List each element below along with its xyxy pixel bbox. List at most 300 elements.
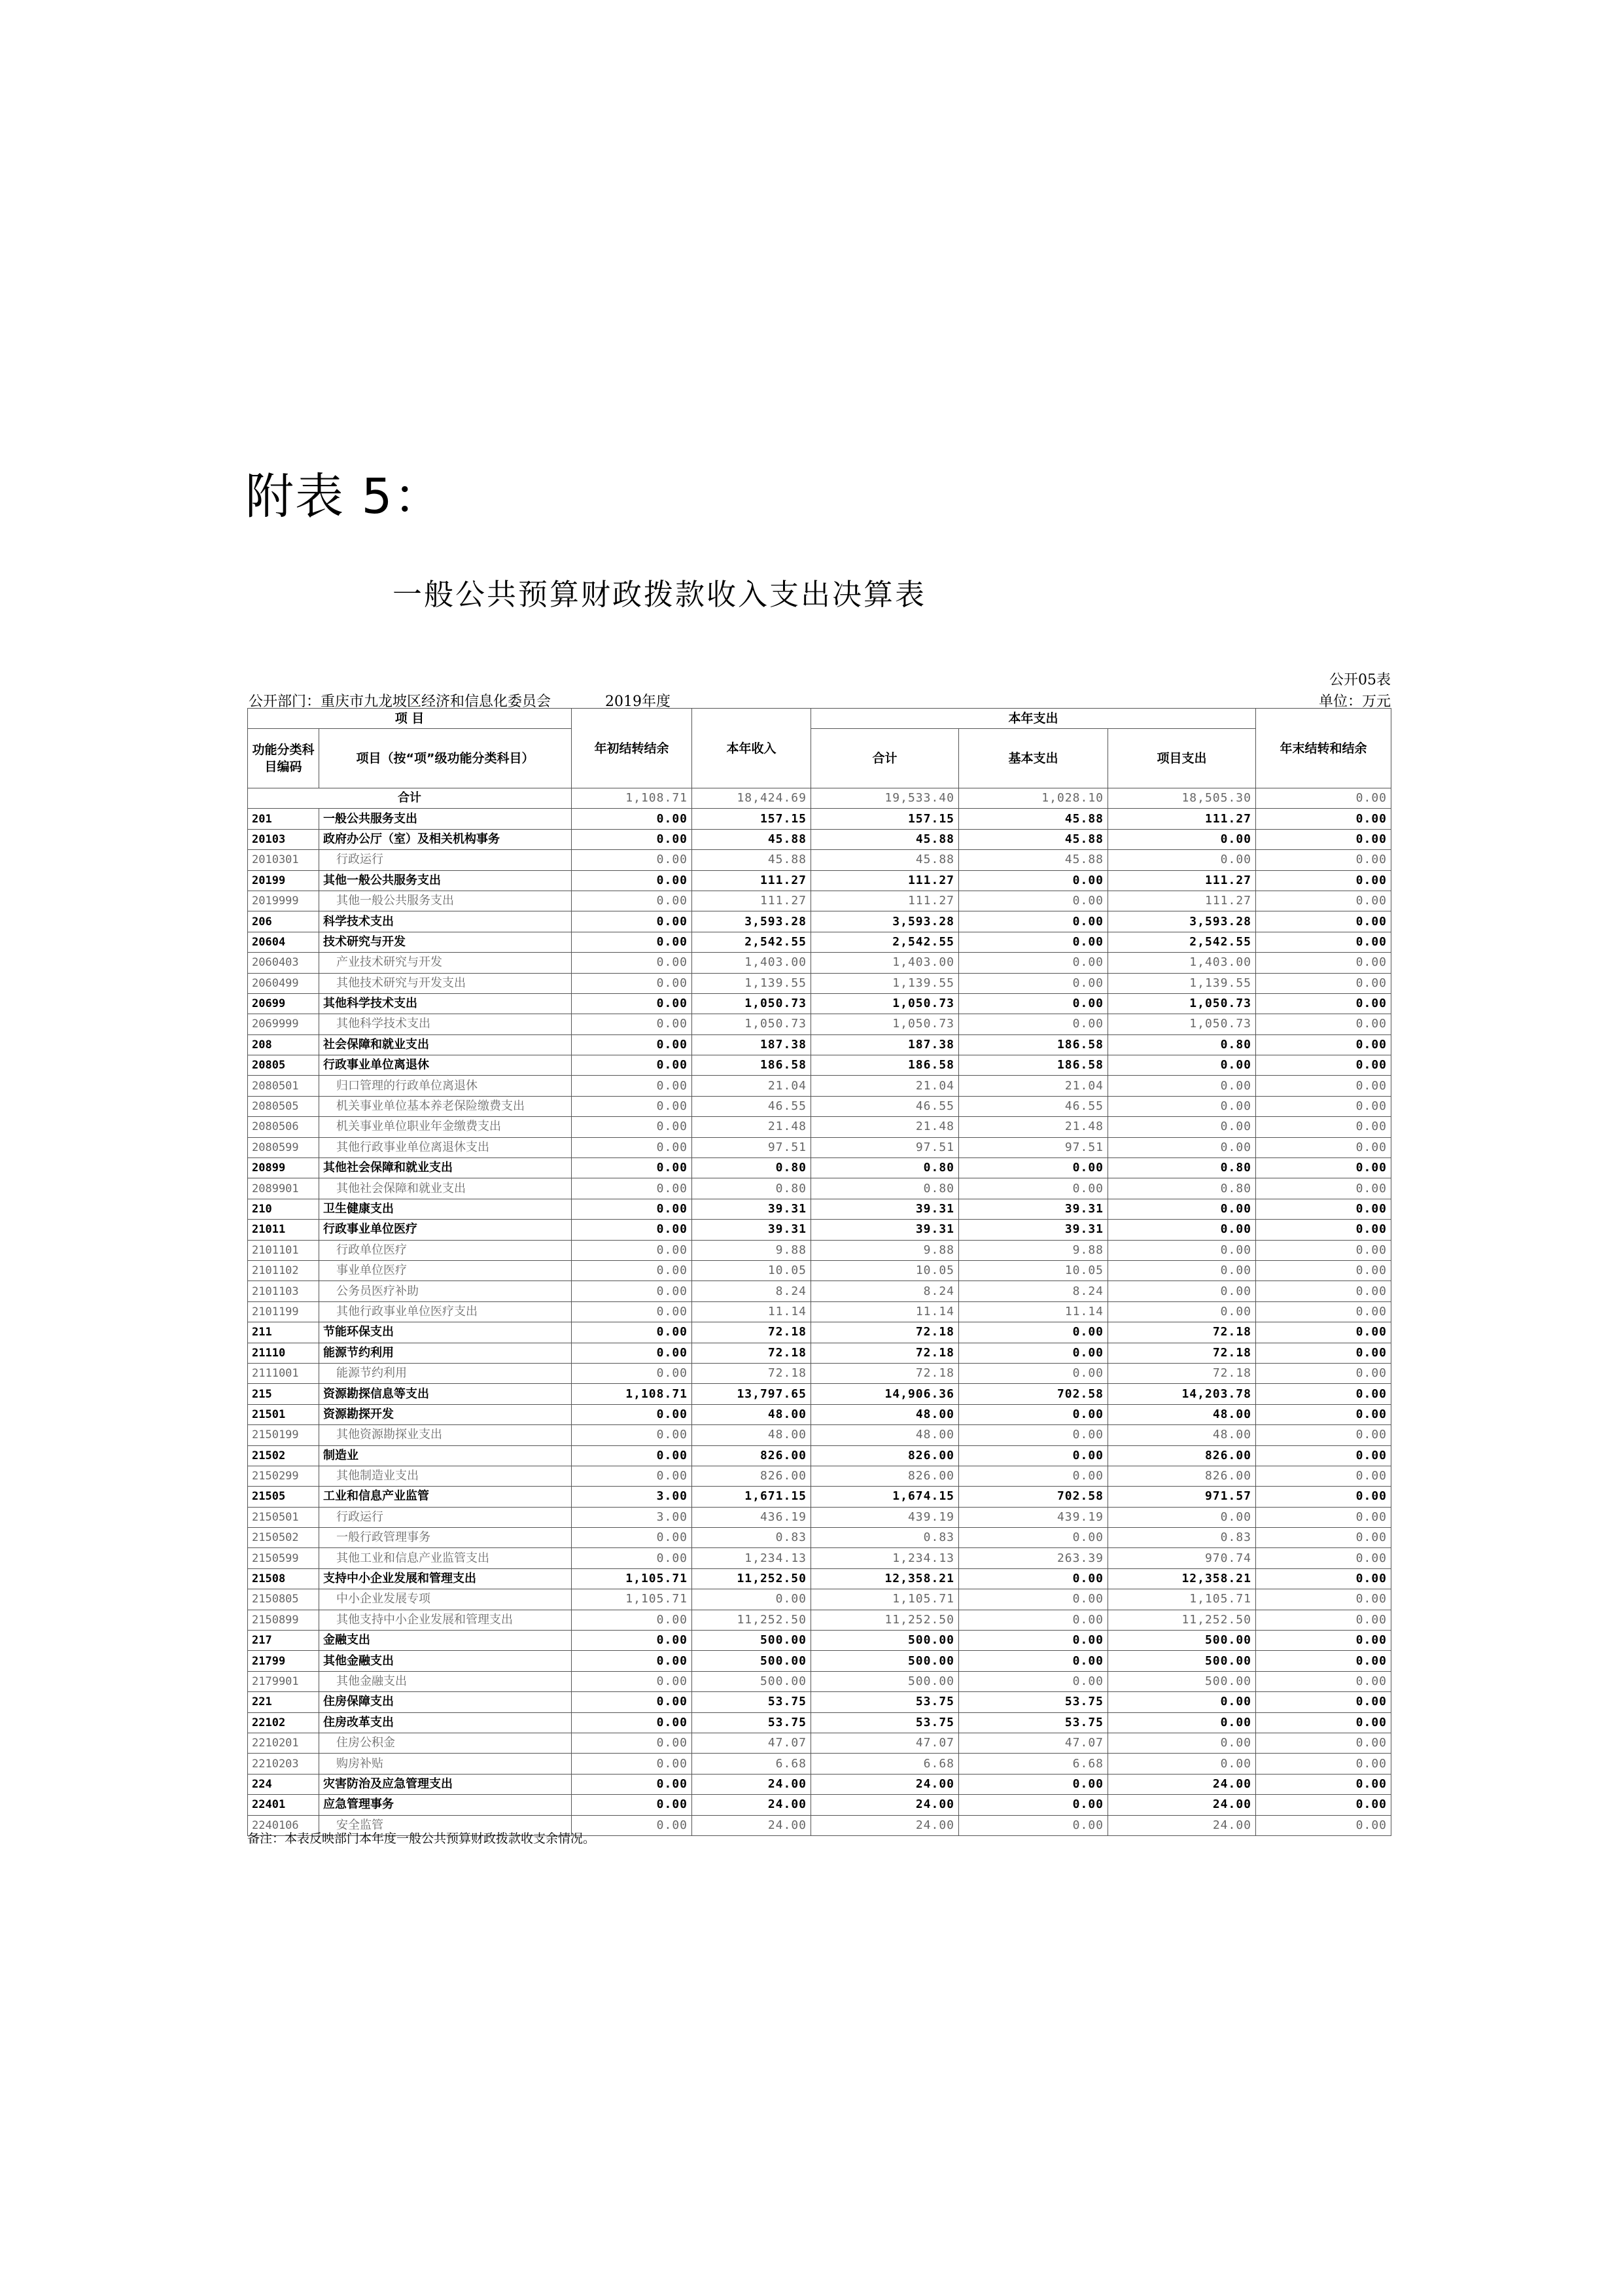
row-item-name: 其他一般公共服务支出 <box>319 891 572 911</box>
row-expense-total: 439.19 <box>811 1507 959 1527</box>
row-closing: 0.00 <box>1256 1610 1391 1630</box>
row-project: 1,105.71 <box>1108 1589 1256 1610</box>
row-expense-total: 46.55 <box>811 1096 959 1116</box>
row-item-name: 机关事业单位基本养老保险缴费支出 <box>319 1096 572 1116</box>
row-code: 2150805 <box>248 1589 319 1610</box>
budget-table-container <box>247 708 1391 1836</box>
row-project: 826.00 <box>1108 1445 1256 1466</box>
row-expense-total: 48.00 <box>811 1425 959 1445</box>
row-income: 24.00 <box>692 1795 811 1815</box>
row-closing: 0.00 <box>1256 1199 1391 1219</box>
row-closing: 0.00 <box>1256 809 1391 829</box>
row-income: 826.00 <box>692 1466 811 1486</box>
row-opening: 0.00 <box>572 993 692 1014</box>
row-income: 1,671.15 <box>692 1487 811 1507</box>
table-header <box>248 709 1391 788</box>
row-opening: 0.00 <box>572 1466 692 1486</box>
row-item-name: 支持中小企业发展和管理支出 <box>319 1568 572 1589</box>
row-project: 0.00 <box>1108 1733 1256 1753</box>
row-item-name: 社会保障和就业支出 <box>319 1034 572 1055</box>
row-code: 20103 <box>248 829 319 849</box>
row-income: 72.18 <box>692 1363 811 1383</box>
row-code: 20699 <box>248 993 319 1014</box>
row-expense-total: 187.38 <box>811 1034 959 1055</box>
total-project: 18,505.30 <box>1108 788 1256 809</box>
row-project: 0.00 <box>1108 850 1256 870</box>
row-opening: 0.00 <box>572 1651 692 1671</box>
row-income: 111.27 <box>692 870 811 891</box>
row-basic: 45.88 <box>959 850 1108 870</box>
row-code: 2179901 <box>248 1671 319 1691</box>
row-expense-total: 39.31 <box>811 1220 959 1240</box>
row-code: 21011 <box>248 1220 319 1240</box>
row-expense-total: 111.27 <box>811 891 959 911</box>
row-item-name: 产业技术研究与开发 <box>319 953 572 973</box>
row-item-name: 其他社会保障和就业支出 <box>319 1178 572 1199</box>
row-income: 11.14 <box>692 1301 811 1322</box>
row-closing: 0.00 <box>1256 1014 1391 1034</box>
row-income: 45.88 <box>692 829 811 849</box>
row-basic: 0.00 <box>959 1322 1108 1343</box>
row-item-name: 其他支持中小企业发展和管理支出 <box>319 1610 572 1630</box>
row-project: 0.00 <box>1108 1055 1256 1076</box>
row-expense-total: 0.80 <box>811 1178 959 1199</box>
row-income: 24.00 <box>692 1815 811 1835</box>
row-item-name: 住房公积金 <box>319 1733 572 1753</box>
row-income: 9.88 <box>692 1240 811 1260</box>
row-expense-total: 1,403.00 <box>811 953 959 973</box>
row-closing: 0.00 <box>1256 1117 1391 1137</box>
row-code: 2010301 <box>248 850 319 870</box>
row-project: 72.18 <box>1108 1322 1256 1343</box>
row-basic: 21.48 <box>959 1117 1108 1137</box>
row-opening: 0.00 <box>572 1445 692 1466</box>
row-code: 2240106 <box>248 1815 319 1835</box>
row-code: 2080506 <box>248 1117 319 1137</box>
row-expense-total: 53.75 <box>811 1692 959 1712</box>
table-row <box>248 1199 1391 1219</box>
row-basic: 702.58 <box>959 1384 1108 1404</box>
row-item-name: 政府办公厅（室）及相关机构事务 <box>319 829 572 849</box>
table-row <box>248 1754 1391 1774</box>
row-code: 20199 <box>248 870 319 891</box>
row-expense-total: 826.00 <box>811 1466 959 1486</box>
table-row <box>248 911 1391 932</box>
row-project: 971.57 <box>1108 1487 1256 1507</box>
row-item-name: 技术研究与开发 <box>319 932 572 952</box>
row-income: 21.04 <box>692 1076 811 1096</box>
row-opening: 0.00 <box>572 1240 692 1260</box>
table-row <box>248 1343 1391 1363</box>
row-project: 0.00 <box>1108 1199 1256 1219</box>
row-item-name: 节能环保支出 <box>319 1322 572 1343</box>
row-expense-total: 1,050.73 <box>811 993 959 1014</box>
table-row <box>248 953 1391 973</box>
table-row <box>248 1137 1391 1157</box>
row-basic: 702.58 <box>959 1487 1108 1507</box>
table-row <box>248 829 1391 849</box>
row-project: 14,203.78 <box>1108 1384 1256 1404</box>
row-basic: 0.00 <box>959 1528 1108 1548</box>
row-closing: 0.00 <box>1256 1220 1391 1240</box>
row-item-name: 一般公共服务支出 <box>319 809 572 829</box>
row-income: 1,234.13 <box>692 1548 811 1568</box>
row-expense-total: 10.05 <box>811 1260 959 1280</box>
row-project: 500.00 <box>1108 1671 1256 1691</box>
table-row <box>248 1610 1391 1630</box>
row-opening: 0.00 <box>572 1425 692 1445</box>
total-label: 合计 <box>248 788 572 809</box>
row-basic: 9.88 <box>959 1240 1108 1260</box>
row-basic: 0.00 <box>959 993 1108 1014</box>
row-expense-total: 24.00 <box>811 1815 959 1835</box>
row-code: 2101103 <box>248 1281 319 1301</box>
row-code: 2060499 <box>248 973 319 993</box>
total-closing: 0.00 <box>1256 788 1391 809</box>
row-closing: 0.00 <box>1256 1281 1391 1301</box>
table-row <box>248 1487 1391 1507</box>
row-code: 2080505 <box>248 1096 319 1116</box>
row-code: 21110 <box>248 1343 319 1363</box>
header-function-code: 功能分类科目编码 <box>248 729 319 788</box>
header-expense-total: 合计 <box>811 729 959 788</box>
row-expense-total: 500.00 <box>811 1631 959 1651</box>
table-row <box>248 1692 1391 1712</box>
row-opening: 0.00 <box>572 1322 692 1343</box>
row-basic: 186.58 <box>959 1034 1108 1055</box>
row-closing: 0.00 <box>1256 1343 1391 1363</box>
row-project: 0.00 <box>1108 1692 1256 1712</box>
header-opening-balance: 年初结转结余 <box>572 709 692 788</box>
total-basic: 1,028.10 <box>959 788 1108 809</box>
row-income: 1,139.55 <box>692 973 811 993</box>
row-code: 2080599 <box>248 1137 319 1157</box>
row-closing: 0.00 <box>1256 1034 1391 1055</box>
row-basic: 0.00 <box>959 1815 1108 1835</box>
row-item-name: 行政单位医疗 <box>319 1240 572 1260</box>
table-row <box>248 932 1391 952</box>
row-opening: 0.00 <box>572 1055 692 1076</box>
row-project: 500.00 <box>1108 1631 1256 1651</box>
row-basic: 0.00 <box>959 1158 1108 1178</box>
row-closing: 0.00 <box>1256 1445 1391 1466</box>
row-closing: 0.00 <box>1256 1055 1391 1076</box>
table-row <box>248 809 1391 829</box>
row-item-name: 住房保障支出 <box>319 1692 572 1712</box>
row-code: 22401 <box>248 1795 319 1815</box>
table-row <box>248 993 1391 1014</box>
row-code: 2150599 <box>248 1548 319 1568</box>
row-project: 2,542.55 <box>1108 932 1256 952</box>
row-basic: 439.19 <box>959 1507 1108 1527</box>
row-code: 2089901 <box>248 1178 319 1199</box>
row-opening: 0.00 <box>572 1117 692 1137</box>
row-closing: 0.00 <box>1256 891 1391 911</box>
row-basic: 39.31 <box>959 1220 1108 1240</box>
row-expense-total: 1,105.71 <box>811 1589 959 1610</box>
table-row <box>248 1445 1391 1466</box>
row-code: 2150501 <box>248 1507 319 1527</box>
row-income: 24.00 <box>692 1774 811 1794</box>
row-item-name: 能源节约利用 <box>319 1343 572 1363</box>
row-income: 436.19 <box>692 1507 811 1527</box>
row-expense-total: 1,050.73 <box>811 1014 959 1034</box>
row-basic: 0.00 <box>959 1404 1108 1424</box>
row-closing: 0.00 <box>1256 1568 1391 1589</box>
row-closing: 0.00 <box>1256 1754 1391 1774</box>
row-basic: 0.00 <box>959 1343 1108 1363</box>
row-closing: 0.00 <box>1256 1137 1391 1157</box>
header-project-expense: 项目支出 <box>1108 729 1256 788</box>
total-opening: 1,108.71 <box>572 788 692 809</box>
row-project: 24.00 <box>1108 1815 1256 1835</box>
row-closing: 0.00 <box>1256 829 1391 849</box>
row-code: 2150502 <box>248 1528 319 1548</box>
row-income: 72.18 <box>692 1343 811 1363</box>
row-opening: 0.00 <box>572 1528 692 1548</box>
row-code: 21501 <box>248 1404 319 1424</box>
row-closing: 0.00 <box>1256 850 1391 870</box>
row-expense-total: 111.27 <box>811 870 959 891</box>
row-opening: 0.00 <box>572 1610 692 1630</box>
row-code: 2150899 <box>248 1610 319 1630</box>
row-basic: 6.68 <box>959 1754 1108 1774</box>
row-income: 11,252.50 <box>692 1568 811 1589</box>
row-expense-total: 3,593.28 <box>811 911 959 932</box>
row-item-name: 其他工业和信息产业监管支出 <box>319 1548 572 1568</box>
row-opening: 0.00 <box>572 870 692 891</box>
table-row <box>248 870 1391 891</box>
row-item-name: 其他金融支出 <box>319 1671 572 1691</box>
row-basic: 0.00 <box>959 1589 1108 1610</box>
row-item-name: 行政事业单位离退休 <box>319 1055 572 1076</box>
row-income: 157.15 <box>692 809 811 829</box>
row-closing: 0.00 <box>1256 1815 1391 1835</box>
row-closing: 0.00 <box>1256 870 1391 891</box>
row-opening: 1,108.71 <box>572 1384 692 1404</box>
row-closing: 0.00 <box>1256 1178 1391 1199</box>
row-code: 20899 <box>248 1158 319 1178</box>
row-code: 211 <box>248 1322 319 1343</box>
row-closing: 0.00 <box>1256 1589 1391 1610</box>
row-opening: 0.00 <box>572 850 692 870</box>
table-row <box>248 1548 1391 1568</box>
row-expense-total: 0.80 <box>811 1158 959 1178</box>
row-basic: 53.75 <box>959 1712 1108 1733</box>
row-basic: 97.51 <box>959 1137 1108 1157</box>
row-project: 1,139.55 <box>1108 973 1256 993</box>
row-opening: 0.00 <box>572 1343 692 1363</box>
row-opening: 0.00 <box>572 1631 692 1651</box>
row-expense-total: 21.04 <box>811 1076 959 1096</box>
row-opening: 0.00 <box>572 1815 692 1835</box>
row-expense-total: 45.88 <box>811 850 959 870</box>
row-project: 1,403.00 <box>1108 953 1256 973</box>
row-project: 0.00 <box>1108 1754 1256 1774</box>
row-project: 0.83 <box>1108 1528 1256 1548</box>
row-expense-total: 11,252.50 <box>811 1610 959 1630</box>
row-item-name: 其他行政事业单位医疗支出 <box>319 1301 572 1322</box>
row-basic: 8.24 <box>959 1281 1108 1301</box>
budget-table <box>247 708 1391 1836</box>
table-body <box>248 788 1391 1836</box>
row-closing: 0.00 <box>1256 1774 1391 1794</box>
row-basic: 11.14 <box>959 1301 1108 1322</box>
row-project: 500.00 <box>1108 1651 1256 1671</box>
table-row <box>248 1322 1391 1343</box>
row-item-name: 机关事业单位职业年金缴费支出 <box>319 1117 572 1137</box>
row-income: 11,252.50 <box>692 1610 811 1630</box>
row-opening: 0.00 <box>572 891 692 911</box>
table-row <box>248 1774 1391 1794</box>
row-opening: 0.00 <box>572 973 692 993</box>
row-expense-total: 500.00 <box>811 1651 959 1671</box>
row-code: 22102 <box>248 1712 319 1733</box>
row-code: 215 <box>248 1384 319 1404</box>
row-basic: 0.00 <box>959 1651 1108 1671</box>
total-expense: 19,533.40 <box>811 788 959 809</box>
row-income: 10.05 <box>692 1260 811 1280</box>
row-basic: 46.55 <box>959 1096 1108 1116</box>
row-code: 2150199 <box>248 1425 319 1445</box>
row-expense-total: 157.15 <box>811 809 959 829</box>
row-expense-total: 2,542.55 <box>811 932 959 952</box>
table-row <box>248 1076 1391 1096</box>
row-expense-total: 1,674.15 <box>811 1487 959 1507</box>
header-closing-balance: 年末结转和结余 <box>1256 709 1391 788</box>
row-item-name: 购房补贴 <box>319 1754 572 1774</box>
row-project: 0.00 <box>1108 1096 1256 1116</box>
row-expense-total: 826.00 <box>811 1445 959 1466</box>
row-item-name: 金融支出 <box>319 1631 572 1651</box>
row-code: 2101199 <box>248 1301 319 1322</box>
header-annual-expense: 本年支出 <box>811 709 1256 729</box>
row-item-name: 能源节约利用 <box>319 1363 572 1383</box>
row-opening: 0.00 <box>572 1076 692 1096</box>
row-opening: 1,105.71 <box>572 1568 692 1589</box>
row-income: 53.75 <box>692 1712 811 1733</box>
row-project: 72.18 <box>1108 1363 1256 1383</box>
row-project: 0.00 <box>1108 829 1256 849</box>
row-code: 2080501 <box>248 1076 319 1096</box>
row-basic: 21.04 <box>959 1076 1108 1096</box>
row-code: 2019999 <box>248 891 319 911</box>
row-project: 111.27 <box>1108 891 1256 911</box>
row-expense-total: 186.58 <box>811 1055 959 1076</box>
row-code: 217 <box>248 1631 319 1651</box>
row-code: 21502 <box>248 1445 319 1466</box>
row-income: 21.48 <box>692 1117 811 1137</box>
row-project: 0.00 <box>1108 1301 1256 1322</box>
row-expense-total: 24.00 <box>811 1795 959 1815</box>
row-basic: 0.00 <box>959 932 1108 952</box>
row-basic: 0.00 <box>959 1795 1108 1815</box>
table-row <box>248 1384 1391 1404</box>
row-item-name: 行政事业单位医疗 <box>319 1220 572 1240</box>
row-expense-total: 8.24 <box>811 1281 959 1301</box>
table-row <box>248 1178 1391 1199</box>
row-project: 1,050.73 <box>1108 993 1256 1014</box>
row-basic: 0.00 <box>959 1774 1108 1794</box>
row-income: 6.68 <box>692 1754 811 1774</box>
row-closing: 0.00 <box>1256 1425 1391 1445</box>
row-opening: 0.00 <box>572 1774 692 1794</box>
row-opening: 0.00 <box>572 1733 692 1753</box>
row-project: 0.00 <box>1108 1240 1256 1260</box>
row-basic: 0.00 <box>959 1014 1108 1034</box>
row-closing: 0.00 <box>1256 973 1391 993</box>
row-closing: 0.00 <box>1256 1507 1391 1527</box>
row-closing: 0.00 <box>1256 932 1391 952</box>
total-income: 18,424.69 <box>692 788 811 809</box>
row-basic: 0.00 <box>959 870 1108 891</box>
row-opening: 0.00 <box>572 1548 692 1568</box>
row-code: 221 <box>248 1692 319 1712</box>
header-basic-expense: 基本支出 <box>959 729 1108 788</box>
table-row <box>248 1260 1391 1280</box>
row-project: 11,252.50 <box>1108 1610 1256 1630</box>
row-opening: 0.00 <box>572 1178 692 1199</box>
row-opening: 3.00 <box>572 1487 692 1507</box>
row-code: 21508 <box>248 1568 319 1589</box>
row-income: 1,403.00 <box>692 953 811 973</box>
row-project: 0.00 <box>1108 1220 1256 1240</box>
row-basic: 0.00 <box>959 1178 1108 1199</box>
row-item-name: 其他行政事业单位离退休支出 <box>319 1137 572 1157</box>
row-opening: 0.00 <box>572 932 692 952</box>
row-closing: 0.00 <box>1256 1795 1391 1815</box>
row-basic: 53.75 <box>959 1692 1108 1712</box>
row-code: 2150299 <box>248 1466 319 1486</box>
row-basic: 186.58 <box>959 1055 1108 1076</box>
row-opening: 0.00 <box>572 1220 692 1240</box>
table-row <box>248 1404 1391 1424</box>
row-project: 12,358.21 <box>1108 1568 1256 1589</box>
row-opening: 0.00 <box>572 1158 692 1178</box>
row-income: 826.00 <box>692 1445 811 1466</box>
row-expense-total: 72.18 <box>811 1322 959 1343</box>
row-item-name: 资源勘探开发 <box>319 1404 572 1424</box>
row-income: 0.83 <box>692 1528 811 1548</box>
row-item-name: 应急管理事务 <box>319 1795 572 1815</box>
row-income: 45.88 <box>692 850 811 870</box>
row-closing: 0.00 <box>1256 953 1391 973</box>
row-item-name: 中小企业发展专项 <box>319 1589 572 1610</box>
row-opening: 0.00 <box>572 1034 692 1055</box>
row-item-name: 其他一般公共服务支出 <box>319 870 572 891</box>
row-expense-total: 12,358.21 <box>811 1568 959 1589</box>
row-code: 2210203 <box>248 1754 319 1774</box>
row-basic: 0.00 <box>959 891 1108 911</box>
table-row <box>248 973 1391 993</box>
row-closing: 0.00 <box>1256 1466 1391 1486</box>
table-row <box>248 1589 1391 1610</box>
row-closing: 0.00 <box>1256 1487 1391 1507</box>
row-project: 0.80 <box>1108 1178 1256 1199</box>
row-income: 2,542.55 <box>692 932 811 952</box>
table-row <box>248 1220 1391 1240</box>
row-basic: 0.00 <box>959 1363 1108 1383</box>
row-project: 0.80 <box>1108 1034 1256 1055</box>
row-project: 3,593.28 <box>1108 911 1256 932</box>
row-expense-total: 53.75 <box>811 1712 959 1733</box>
row-income: 13,797.65 <box>692 1384 811 1404</box>
row-basic: 0.00 <box>959 1466 1108 1486</box>
row-item-name: 其他社会保障和就业支出 <box>319 1158 572 1178</box>
row-item-name: 行政运行 <box>319 1507 572 1527</box>
row-basic: 0.00 <box>959 1568 1108 1589</box>
table-row <box>248 1671 1391 1691</box>
